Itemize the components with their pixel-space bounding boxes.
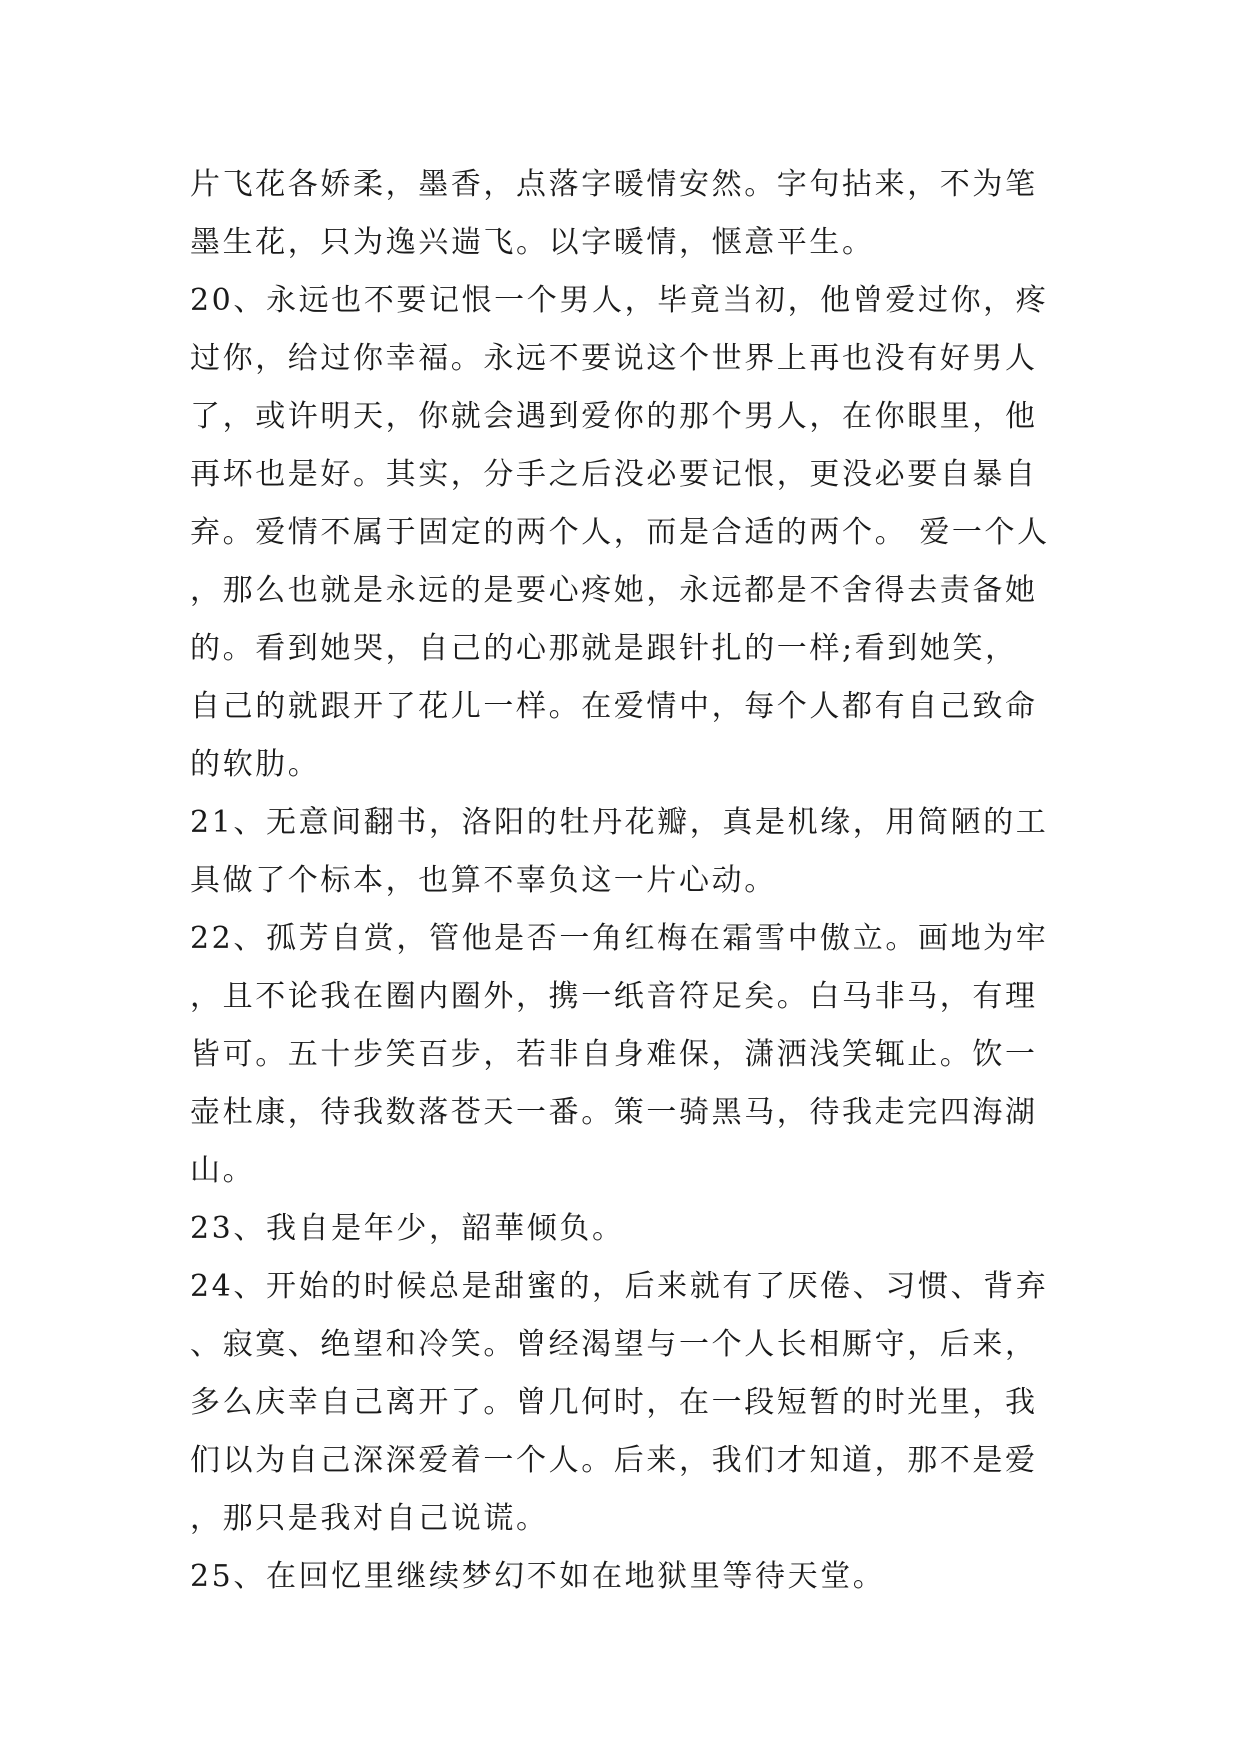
document-body	[190, 156, 1050, 1606]
paragraph-22: 22、孤芳自赏，管他是否一角红梅在霜雪中傲立。画地为牢，且不论我在圈内圈外，携一纸音符足矣。白马非马，有理皆可。五十步笑百步，若非自身难保，潇洒浅笑辄止。饮一壶杜康，待我数落苍天一番。策一骑黑马，待我走完四海湖山。	[190, 921, 1049, 1188]
paragraph-21: 21、无意间翻书，洛阳的牡丹花瓣，真是机缘，用简陋的工具做了个标本，也算不辜负这一片心动。	[190, 805, 1049, 898]
paragraph-continuation: 片飞花各娇柔，墨香，点落字暖情安然。字句拈来，不为笔墨生花，只为逸兴遄飞。以字暖情，惬意平生。	[190, 167, 1038, 260]
paragraph-23: 23、我自是年少，韶華倾负。	[190, 1211, 625, 1246]
paragraph-25: 25、在回忆里继续梦幻不如在地狱里等待天堂。	[190, 1559, 886, 1594]
paragraph-24: 24、开始的时候总是甜蜜的，后来就有了厌倦、习惯、背弃、寂寞、绝望和冷笑。曾经渴望与一个人长相厮守，后来，多么庆幸自己离开了。曾几何时，在一段短暂的时光里，我们以为自己深深爱着一个人。后来，我们才知道，那不是爱，那只是我对自己说谎。	[190, 1269, 1049, 1536]
paragraph-20: 20、永远也不要记恨一个男人，毕竟当初，他曾爱过你，疼过你，给过你幸福。永远不要说这个世界上再也没有好男人了，或许明天，你就会遇到爱你的那个男人，在你眼里，他再坏也是好。其实，分手之后没必要记恨，更没必要自暴自弃。爱情不属于固定的两个人，而是合适的两个。 爱一个人，那么也就是永远的是要心疼她，永远都是不舍得去责备她的。看到她哭，自己的心那就是跟针扎的一样;看到她笑，自己的就跟开了花儿一样。在爱情中，每个人都有自己致命的软肋。	[190, 283, 1050, 782]
